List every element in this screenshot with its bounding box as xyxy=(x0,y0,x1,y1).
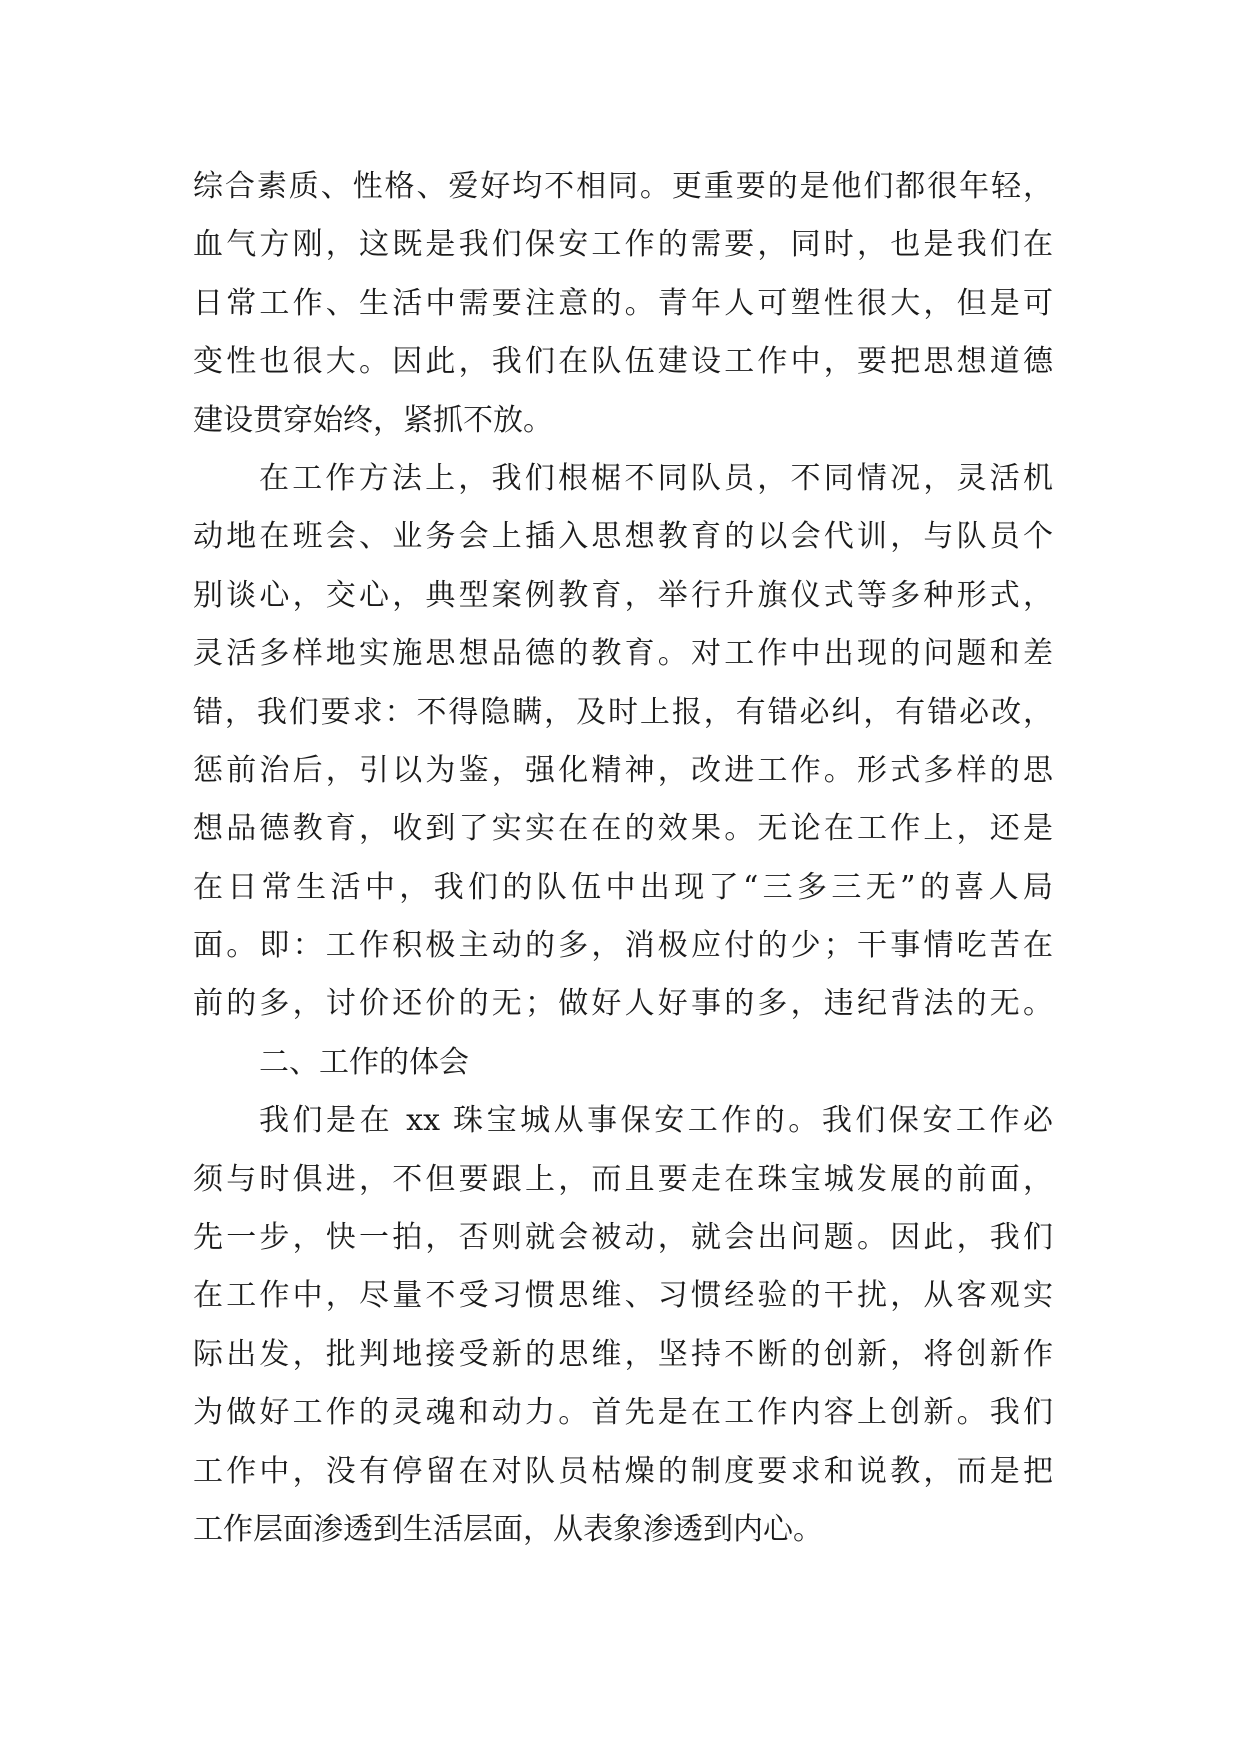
text-line: 工作层面渗透到生活层面，从表象渗透到内心。 xyxy=(193,1511,823,1547)
text-line: 动地在班会、业务会上插入思想教育的以会代训，与队员个 xyxy=(193,519,1053,555)
text-line: 灵活多样地实施思想品德的教育。对工作中出现的问题和差 xyxy=(193,636,1053,672)
text-line: 建设贯穿始终，紧抓不放。 xyxy=(193,402,553,438)
text-line: 在日常生活中，我们的队伍中出现了“三多三无”的喜人局 xyxy=(193,869,1053,905)
text-line: 工作中，没有停留在对队员枯燥的制度要求和说教，而是把 xyxy=(193,1453,1053,1489)
text-line: 际出发，批判地接受新的思维，坚持不断的创新，将创新作 xyxy=(193,1336,1053,1372)
text-line: 须与时俱进，不但要跟上，而且要走在珠宝城发展的前面， xyxy=(193,1161,1053,1197)
text-line: 为做好工作的灵魂和动力。首先是在工作内容上创新。我们 xyxy=(193,1395,1053,1431)
text-line: 错，我们要求：不得隐瞒，及时上报，有错必纠，有错必改， xyxy=(193,694,1053,730)
text-line: 前的多，讨价还价的无；做好人好事的多，违纪背法的无。 xyxy=(193,986,1053,1022)
text-line: 面。即：工作积极主动的多，消极应付的少；干事情吃苦在 xyxy=(193,928,1053,964)
text-line: 日常工作、生活中需要注意的。青年人可塑性很大，但是可 xyxy=(193,285,1053,321)
text-line: 在工作中，尽量不受习惯思维、习惯经验的干扰，从客观实 xyxy=(193,1278,1053,1314)
text-line: 变性也很大。因此，我们在队伍建设工作中，要把思想道德 xyxy=(193,344,1053,380)
text-line: 血气方刚，这既是我们保安工作的需要，同时，也是我们在 xyxy=(193,227,1053,263)
text-line: 别谈心，交心，典型案例教育，举行升旗仪式等多种形式， xyxy=(193,577,1053,613)
document-body xyxy=(193,158,1053,1559)
text-line: 我们是在 xx 珠宝城从事保安工作的。我们保安工作必 xyxy=(259,1103,1053,1139)
text-line: 在工作方法上，我们根椐不同队员，不同情况，灵活机 xyxy=(259,460,1053,496)
text-line: 想品德教育，收到了实实在在的效果。无论在工作上，还是 xyxy=(193,811,1053,847)
text-line: 先一步，快一拍，否则就会被动，就会出问题。因此，我们 xyxy=(193,1220,1053,1256)
text-line: 惩前治后，引以为鉴，强化精神，改进工作。形式多样的思 xyxy=(193,752,1053,788)
text-line: 二、工作的体会 xyxy=(259,1044,469,1080)
text-line: 综合素质、性格、爱好均不相同。更重要的是他们都很年轻， xyxy=(193,169,1053,204)
